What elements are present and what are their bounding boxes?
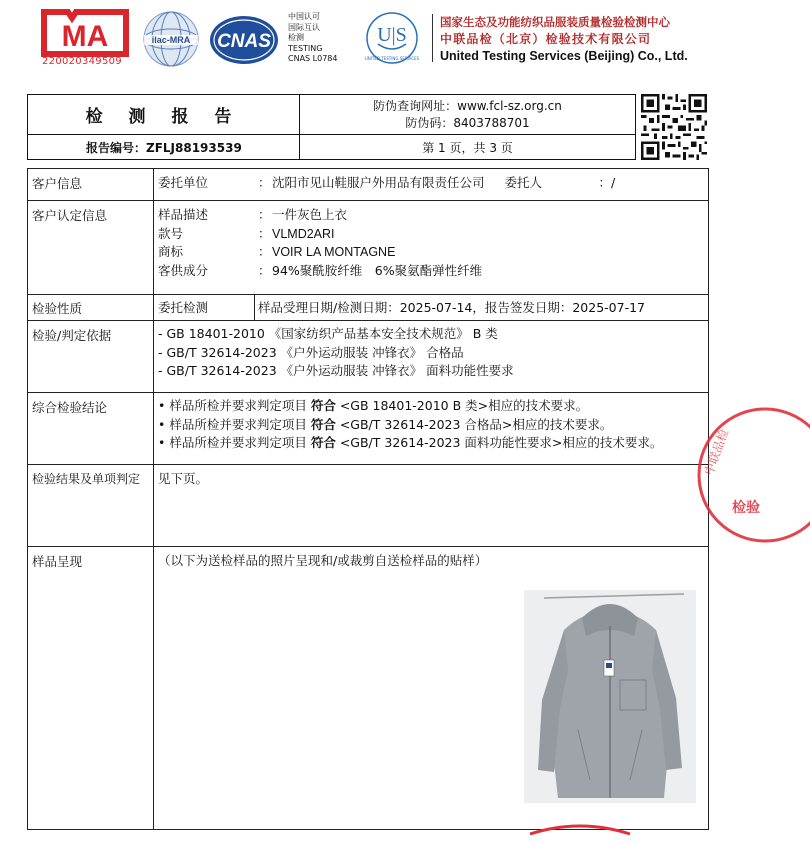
report-number: 报告编号：ZFLJ88193539 <box>28 135 300 159</box>
nature-divider <box>254 295 255 320</box>
label-client-recognized-info: 客户认定信息 <box>28 201 154 294</box>
ilac-mra-logo <box>140 10 202 68</box>
cma-number: 220020349509 <box>42 56 122 67</box>
svg-text:MA: MA <box>61 20 109 53</box>
row-results <box>28 465 708 547</box>
cnas-line: 国际互认 <box>288 22 320 32</box>
organization-name <box>440 14 688 65</box>
sample-note: （以下为送检样品的照片呈现和/或裁剪自送检样品的贴样） <box>158 553 488 568</box>
report-title: 检 测 报 告 <box>28 95 300 135</box>
client-key: 委托单位 <box>158 175 209 190</box>
cnas-accreditation-text <box>288 12 337 65</box>
seal-fragment <box>520 822 640 842</box>
org-name-cn-1: 国家生态及功能纺织品服装质量检验检测中心 <box>440 15 670 29</box>
row-inspection-nature <box>28 295 708 321</box>
agent-key: 委托人 <box>504 175 543 190</box>
row-inspection-basis <box>28 321 708 393</box>
svg-text:ilac-MRA: ilac-MRA <box>151 35 191 45</box>
conclusion-item: • 样品所检并要求判定项目 符合 <GB 18401-2010 B 类>相应的技术要求。 <box>158 398 589 413</box>
inspection-nature-content <box>154 295 708 320</box>
trademark-row: 商标 ： VOIR LA MONTAGNE <box>158 243 708 262</box>
basis-item: - GB/T 32614-2023 《户外运动服装 冲锋衣》 合格品 <box>158 344 464 360</box>
field-key: 客供成分 <box>158 262 209 278</box>
anti-fake-info <box>300 95 635 135</box>
report-header-box <box>27 94 636 160</box>
header-divider <box>432 14 433 62</box>
svg-text:UNITED TESTING SERVICES: UNITED TESTING SERVICES <box>364 56 420 61</box>
label-inspection-nature: 检验性质 <box>28 295 154 320</box>
basis-item: - GB 18401-2010 《国家纺织产品基本安全技术规范》 B 类 <box>158 326 498 341</box>
field-value: VLMD2ARI <box>272 226 335 241</box>
inspection-type: 委托检测 <box>158 300 209 315</box>
cnas-line: TESTING <box>288 43 323 53</box>
agent-value: ：/ <box>598 175 616 190</box>
row-client-recognized-info <box>28 201 708 295</box>
composition-row: 客供成分 ： 94%聚酰胺纤维 6%聚氨酯弹性纤维 <box>158 262 708 281</box>
field-value: 一件灰色上衣 <box>272 207 348 222</box>
results-content: 见下页。 <box>158 471 209 486</box>
field-key: 款号 <box>158 225 184 241</box>
cnas-line: 检测 <box>288 33 304 42</box>
client-content <box>154 169 708 200</box>
svg-text:检验: 检验 <box>732 500 760 516</box>
style-number-row: 款号 ： VLMD2ARI <box>158 225 708 244</box>
client-value: 沈阳市见山鞋服户外用品有限责任公司 <box>272 175 485 190</box>
org-name-cn-2: 中联品检（北京）检验技术有限公司 <box>440 32 652 46</box>
label-sample-presentation: 样品呈现 <box>28 547 154 829</box>
sample-photo <box>524 590 696 803</box>
conclusion-item: • 样品所检并要求判定项目 符合 <GB/T 32614-2023 面料功能性要求>相应的技术要求。 <box>158 435 663 450</box>
field-value: 94%聚酰胺纤维 6%聚氨酯弹性纤维 <box>272 262 483 278</box>
uts-logo <box>364 10 420 70</box>
label-overall-conclusion: 综合检验结论 <box>28 393 154 464</box>
colon: ： <box>258 175 271 190</box>
cnas-logo <box>208 14 280 66</box>
svg-text:U|S: U|S <box>377 24 407 46</box>
anti-fake-url[interactable]: 防伪查询网址：www.fcl-sz.org.cn <box>373 99 562 113</box>
svg-text:中联品检: 中联品检 <box>701 427 732 478</box>
label-inspection-basis: 检验/判定依据 <box>28 321 154 392</box>
conclusion-item: • 样品所检并要求判定项目 符合 <GB/T 32614-2023 合格品>相应的技术要求。 <box>158 416 613 432</box>
svg-text:CNAS: CNAS <box>217 31 271 52</box>
cnas-line: CNAS L0784 <box>288 54 338 63</box>
client-recognized-content <box>154 201 708 294</box>
cnas-line: 中国认可 <box>288 12 320 21</box>
qr-code[interactable] <box>641 94 707 160</box>
anti-fake-code: 防伪码：8403788701 <box>405 116 530 130</box>
basis-item: - GB/T 32614-2023 《户外运动服装 冲锋衣》 面料功能性要求 <box>158 363 514 378</box>
overall-conclusion-content <box>154 393 708 464</box>
row-overall-conclusion <box>28 393 708 465</box>
field-value: VOIR LA MONTAGNE <box>272 245 396 259</box>
field-key: 商标 <box>158 244 184 259</box>
org-name-en: United Testing Services (Beijing) Co., Ltd. <box>440 49 688 63</box>
field-key: 样品描述 <box>158 207 209 222</box>
label-client-info: 客户信息 <box>28 169 154 200</box>
page-info: 第 1 页，共 3 页 <box>422 140 513 155</box>
inspection-dates: 样品受理日期/检测日期：2025-07-14，报告签发日期：2025-07-17 <box>258 300 646 315</box>
row-client-info <box>28 169 708 201</box>
inspection-basis-content <box>154 321 708 392</box>
label-results: 检验结果及单项判定 <box>28 465 154 546</box>
official-seal <box>690 400 810 550</box>
sample-description-row: 样品描述 ： 一件灰色上衣 <box>158 206 708 225</box>
